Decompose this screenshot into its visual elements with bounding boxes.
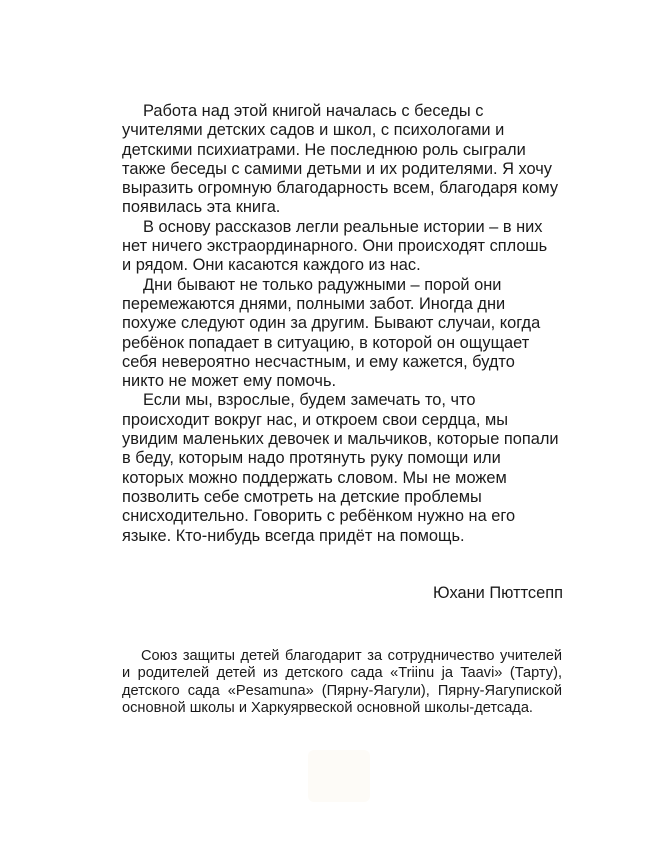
foreword-paragraph-2: В основу рассказов легли реальные истории – в них нет ничего экстраординарного. Они происходят сплошь и рядом. Они касаются каждого из нас. bbox=[122, 217, 548, 275]
foreword-paragraph-3: Дни бывают не только радужными – порой они перемежаются днями, полными забот. Иногда дни похуже следуют один за другим. Бывают случаи, когда ребёнок попадает в ситуацию, в которой он ощущает себя невероятно несчастным, и ему кажется, будто никто не может ему помочь. bbox=[122, 275, 541, 391]
foreword-paragraph-1: Работа над этой книгой началась с беседы с учителями детских садов и школ, с психологами и детскими психиатрами. Не последнюю роль сыграли также беседы с самими детьми и их родителями. Я хочу выразить огромную благодарность всем, благодаря кому появилась эта книга. bbox=[122, 102, 559, 217]
paper-smudge bbox=[308, 750, 370, 802]
acknowledgement-text: Союз защиты детей благодарит за сотрудничество учителей и родителей детей из детского сада «Triinu ja Taavi» (Тарту), детского сада «Pesamuna» (Пярну-Яагули), Пярну-Яагупиской основной школы и Харкуярвеской основной школы-детсада. bbox=[122, 648, 562, 717]
foreword-paragraph-4: Если мы, взрослые, будем замечать то, что происходит вокруг нас, и откроем свои сердца, мы увидим маленьких девочек и мальчиков, которые попали в беду, которым надо протянуть руку помощи или которых можно поддержать словом. Мы не можем позволить себе смотреть на детские проблемы снисходительно. Говорить с ребёнком нужно на его языке. Кто-нибудь всегда придёт на помощь. bbox=[122, 391, 559, 545]
foreword-text bbox=[122, 102, 560, 546]
author-signature: Юхани Пюттсепп bbox=[432, 584, 563, 602]
acknowledgement-block bbox=[122, 648, 562, 718]
